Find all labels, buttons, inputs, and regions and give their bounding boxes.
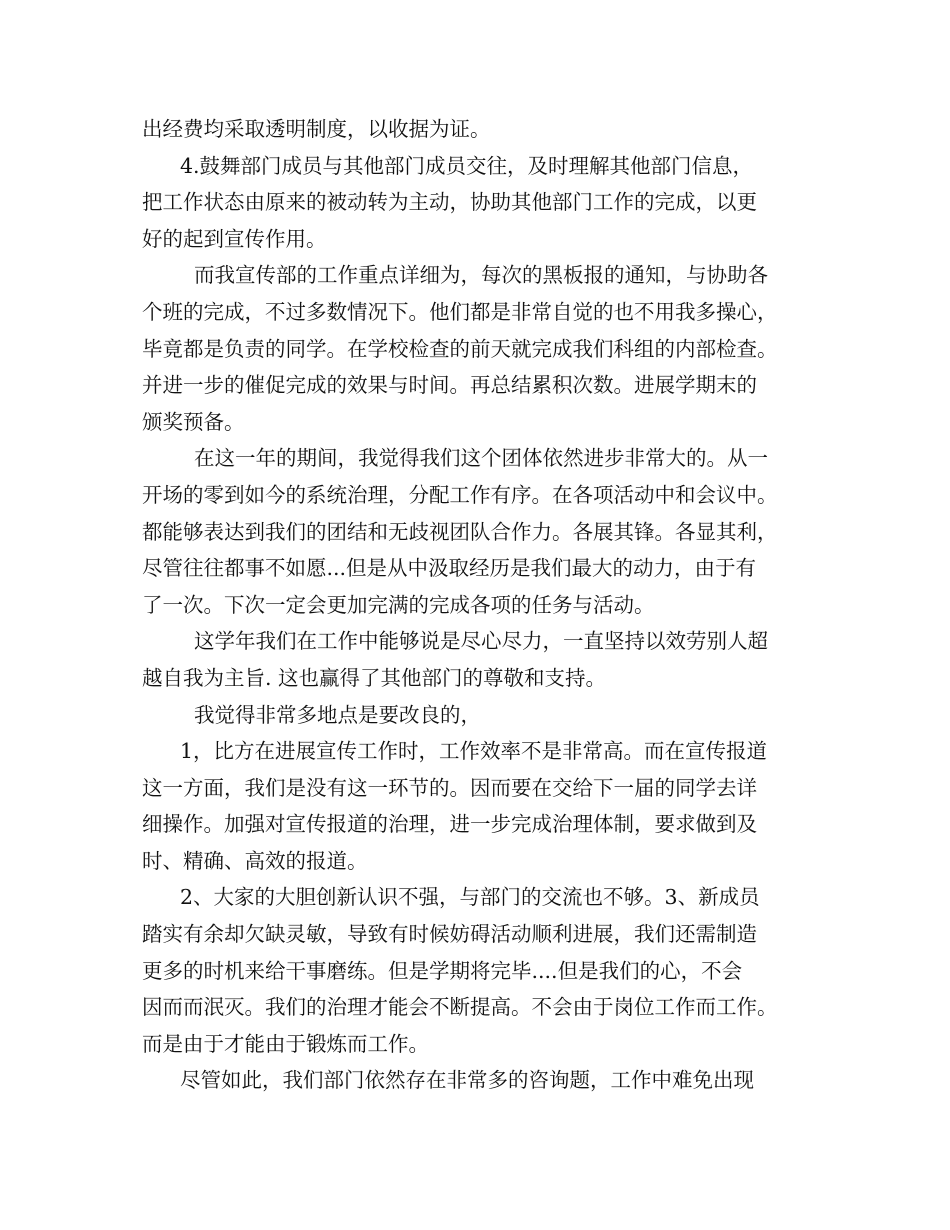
text-line: 都能够表达到我们的团结和无歧视团队合作力。各展其锋。各显其利， bbox=[142, 519, 778, 544]
text-line: 踏实有余却欠缺灵敏，导致有时候妨碍活动顺利进展，我们还需制造 bbox=[142, 922, 757, 947]
text-line: 好的起到宣传作用。 bbox=[142, 226, 327, 251]
text-line: 而是由于才能由于锻炼而工作。 bbox=[142, 1031, 429, 1056]
text-line: 2、大家的大胆创新认识不强，与部门的交流也不够。3、新成员 bbox=[180, 885, 760, 910]
paragraph bbox=[142, 733, 822, 879]
text-line: 并进一步的催促完成的效果与时间。再总结累积次数。进展学期末的 bbox=[142, 373, 757, 398]
text-line: 更多的时机来给干事磨练。但是学期将完毕....但是我们的心，不会 bbox=[142, 958, 743, 983]
text-line: 尽管如此，我们部门依然存在非常多的咨询题，工作中难免出现 bbox=[180, 1068, 754, 1093]
text-line: 颁奖预备。 bbox=[142, 409, 245, 434]
text-line: 尽管往往都事不如愿...但是从中汲取经历是我们最大的动力，由于有 bbox=[142, 556, 757, 581]
paragraph bbox=[142, 1062, 822, 1099]
text-line: 我觉得非常多地点是要改良的， bbox=[194, 702, 481, 727]
text-line: 出经费均采取透明制度，以收据为证。 bbox=[142, 117, 491, 141]
text-line: 越自我为主旨. 这也赢得了其他部门的尊敬和支持。 bbox=[142, 665, 607, 690]
paragraph bbox=[142, 148, 822, 258]
text-line: 这一方面，我们是没有这一环节的。因而要在交给下一届的同学去详 bbox=[142, 775, 757, 800]
paragraph bbox=[142, 440, 822, 623]
paragraph bbox=[142, 623, 822, 696]
paragraph bbox=[142, 879, 822, 1062]
text-line: 开场的零到如今的系统治理，分配工作有序。在各项活动中和会议中。 bbox=[142, 482, 778, 507]
text-line: 而我宣传部的工作重点详细为，每次的黑板报的通知，与协助各 bbox=[194, 263, 768, 288]
text-line: 因而而泯灭。我们的治理才能会不断提高。不会由于岗位工作而工作。 bbox=[142, 995, 778, 1020]
text-line: 了一次。下次一定会更加完满的完成各项的任务与活动。 bbox=[142, 592, 655, 617]
text-line: 个班的完成，不过多数情况下。他们都是非常自觉的也不用我多操心， bbox=[142, 299, 778, 324]
text-line: 1，比方在进展宣传工作时，工作效率不是非常高。而在宣传报道 bbox=[180, 739, 768, 764]
text-line: 这学年我们在工作中能够说是尽心尽力，一直坚持以效劳别人超 bbox=[194, 629, 768, 654]
text-line: 毕竟都是负责的同学。在学校检查的前天就完成我们科组的内部检查。 bbox=[142, 336, 778, 361]
text-line: 时、精确、高效的报道。 bbox=[142, 848, 368, 873]
text-line: 在这一年的期间，我觉得我们这个团体依然进步非常大的。从一 bbox=[194, 446, 768, 471]
paragraph bbox=[142, 697, 822, 734]
text-line: 把工作状态由原来的被动转为主动，协助其他部门工作的完成，以更 bbox=[142, 190, 757, 215]
text-line: 4.鼓舞部门成员与其他部门成员交往，及时理解其他部门信息， bbox=[180, 153, 754, 178]
document-body bbox=[142, 111, 822, 1099]
paragraph bbox=[142, 257, 822, 440]
text-line: 细操作。加强对宣传报道的治理，进一步完成治理体制，要求做到及 bbox=[142, 812, 757, 837]
paragraph bbox=[142, 111, 822, 148]
